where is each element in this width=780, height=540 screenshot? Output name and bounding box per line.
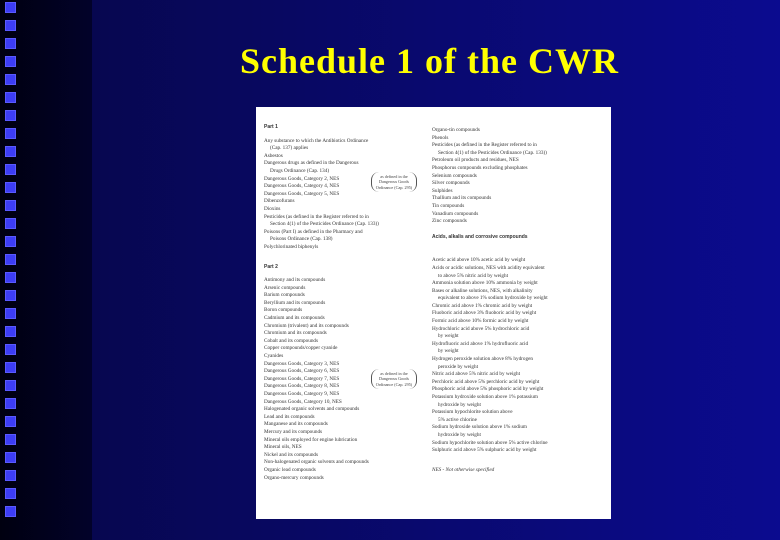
- square-bullet: [5, 434, 16, 445]
- document-line: Pesticides (as defined in the Register referred to in: [432, 142, 537, 149]
- part1-heading: Part 1: [264, 124, 278, 130]
- document-line: Cobalt and its compounds: [264, 337, 319, 344]
- square-bullet: [5, 272, 16, 283]
- acids-list: [432, 257, 608, 454]
- square-bullet: [5, 92, 16, 103]
- document-line: Selenium compounds: [432, 172, 477, 179]
- document-line: Dangerous Goods, Category 2, NES: [264, 175, 340, 182]
- square-bullet: [5, 470, 16, 481]
- schedule-document-image: [256, 107, 611, 519]
- square-bullet: [5, 380, 16, 391]
- document-line: Phenols: [432, 134, 449, 141]
- document-line: Zinc compounds: [432, 218, 467, 225]
- left-decorative-bar: [0, 0, 92, 540]
- document-line: Acids or acidic solutions, NES with acidity equivalent: [432, 264, 545, 271]
- document-line: Cyanides: [264, 353, 284, 360]
- square-bullet: [5, 110, 16, 121]
- part1-list: [264, 138, 434, 252]
- document-line: Boron compounds: [264, 307, 303, 314]
- document-line: Sulphuric acid above 5% sulphuric acid by weight: [432, 447, 537, 454]
- document-line: Fluoboric acid above 3% fluoboric acid by weight: [432, 310, 537, 317]
- document-line: Sulphides: [432, 187, 453, 194]
- document-line: peroxide by weight: [438, 363, 479, 370]
- square-bullet: [5, 416, 16, 427]
- square-bullet: [5, 326, 16, 337]
- document-line: Pesticides (as defined in the Register referred to in: [264, 213, 369, 220]
- square-bullet: [5, 200, 16, 211]
- document-line: Acetic acid above 10% acetic acid by weight: [432, 257, 526, 264]
- document-line: Dangerous Goods, Category 8, NES: [264, 383, 340, 390]
- square-bullet: [5, 74, 16, 85]
- document-line: Ammonia solution above 10% ammonia by weight: [432, 280, 538, 287]
- document-line: Organo-mercury compounds: [264, 474, 324, 481]
- document-line: Silver compounds: [432, 180, 470, 187]
- document-line: Phosphorus compounds excluding phosphates: [432, 164, 528, 171]
- acids-heading: Acids, alkalis and corrosive compounds: [432, 233, 528, 240]
- document-line: Dangerous Goods, Category 9, NES: [264, 391, 340, 397]
- document-line: Section 4(1) of the Pesticides Ordinance (Cap. 133)): [438, 149, 547, 156]
- square-bullet: [5, 128, 16, 139]
- document-line: Organo-tin compounds: [432, 127, 480, 133]
- document-line: Nickel and its compounds: [264, 451, 319, 458]
- document-line: Sodium hypochlorite solution above 5% active chlorine: [432, 439, 548, 446]
- square-bullet: [5, 290, 16, 301]
- document-line: Formic acid above 10% formic acid by weight: [432, 318, 529, 325]
- document-line: Nitric acid above 5% nitric acid by weight: [432, 371, 521, 378]
- document-line: Tin compounds: [432, 202, 465, 209]
- document-line: Vanadium compounds: [432, 210, 479, 217]
- document-line: Chromic acid above 1% chromic acid by weight: [432, 302, 533, 309]
- document-line: Thallium and its compounds: [432, 195, 492, 202]
- document-line: Dangerous Goods, Category 3, NES: [264, 360, 340, 367]
- slide-title: Schedule 1 of the CWR: [240, 41, 619, 81]
- document-line: Manganese and its compounds: [264, 421, 328, 428]
- square-bullet: [5, 236, 16, 247]
- document-right-column: [432, 127, 608, 474]
- document-line: Arsenic compounds: [264, 284, 306, 291]
- document-line: by weight: [438, 348, 459, 355]
- document-line: Lead and its compounds: [264, 413, 315, 420]
- document-line: hydroxide by weight: [438, 431, 481, 438]
- document-line: Organic lead compounds: [264, 466, 316, 473]
- document-line: Dangerous drugs as defined in the Dangerous: [264, 160, 359, 167]
- document-line: Poisons (Part I) as defined in the Pharmacy and: [264, 228, 363, 235]
- square-bullet-column: [5, 2, 25, 524]
- document-line: Cadmium and its compounds: [264, 315, 325, 322]
- document-line: Dioxins: [264, 205, 281, 212]
- document-line: Hydrogen peroxide solution above 8% hydrogen: [432, 356, 533, 363]
- square-bullet: [5, 146, 16, 157]
- document-line: Potassium hypochlorite solution above: [432, 409, 513, 416]
- square-bullet: [5, 218, 16, 229]
- square-bullet: [5, 506, 16, 517]
- right-top-list: [432, 127, 608, 226]
- document-line: Any substance to which the Antibiotics Ordinance: [264, 137, 369, 144]
- document-line: Dangerous Goods, Category 7, NES: [264, 375, 340, 382]
- document-line: Dangerous Goods, Category 6, NES: [264, 368, 340, 375]
- part2-brace-note: as defined in the Dangerous Goods Ordinance (Cap. 295): [371, 369, 417, 389]
- square-bullet: [5, 452, 16, 463]
- document-line: Dibenzofurans: [264, 198, 295, 205]
- square-bullet: [5, 362, 16, 373]
- document-line: Sodium hydroxide solution above 1% sodium: [432, 424, 527, 431]
- document-line: Beryllium and its compounds: [264, 299, 326, 306]
- document-line: hydroxide by weight: [438, 401, 481, 408]
- document-line: Dangerous Goods, Category 10, NES: [264, 398, 342, 405]
- square-bullet: [5, 488, 16, 499]
- footnote: NES - Not otherwise specified: [432, 466, 495, 473]
- document-line: Mercury and its compounds: [264, 428, 323, 435]
- document-line: Dangerous Goods, Category 5, NES: [264, 190, 340, 197]
- document-line: Halogenated organic solvents and compounds: [264, 406, 360, 413]
- square-bullet: [5, 20, 16, 31]
- document-line: Mineral oils employed for engine lubrication: [264, 436, 358, 443]
- document-line: Drugs Ordinance (Cap. 134): [270, 167, 330, 174]
- document-line: Copper compounds/copper cyanide: [264, 345, 338, 352]
- document-line: Hydrofluoric acid above 1% hydrofluoric acid: [432, 340, 529, 347]
- square-bullet: [5, 38, 16, 49]
- document-line: Mineral oils, NES: [264, 444, 302, 451]
- document-line: Bases or alkaline solutions, NES, with alkalinity: [432, 287, 533, 294]
- document-line: Poisons Ordinance (Cap. 138): [270, 236, 333, 243]
- document-line: Phosphoric acid above 5% phosphoric acid by weight: [432, 386, 544, 393]
- square-bullet: [5, 398, 16, 409]
- document-line: Barium compounds: [264, 292, 305, 299]
- square-bullet: [5, 182, 16, 193]
- document-line: Perchloric acid above 5% perchloric acid by weight: [432, 378, 540, 385]
- square-bullet: [5, 164, 16, 175]
- document-line: Petroleum oil products and residues, NES: [432, 157, 519, 164]
- document-line: Antimony and its compounds: [264, 277, 326, 284]
- square-bullet: [5, 254, 16, 265]
- document-line: Asbestos: [264, 152, 283, 159]
- document-line: to above 5% nitric acid by weight: [438, 272, 509, 279]
- square-bullet: [5, 2, 16, 13]
- document-line: (Cap. 137) applies: [270, 145, 309, 152]
- square-bullet: [5, 344, 16, 355]
- document-line: Section 4(1) of the Pesticides Ordinance (Cap. 133)): [270, 221, 379, 228]
- document-line: equivalent to above 1% sodium hydroxide by weight: [438, 295, 548, 302]
- document-line: Chromium and its compounds: [264, 330, 327, 337]
- document-line: Non-halogenated organic solvents and compounds: [264, 459, 369, 466]
- part1-brace-note: as defined in the Dangerous Goods Ordinance (Cap. 295): [371, 172, 417, 192]
- square-bullet: [5, 56, 16, 67]
- document-line: Potassium hydroxide solution above 1% potassium: [432, 394, 538, 400]
- document-line: Polychlorinated biphenyls: [264, 243, 319, 250]
- part2-heading: Part 2: [264, 263, 278, 270]
- document-line: Hydrochloric acid above 5% hydrochloric acid: [432, 325, 530, 332]
- document-line: by weight: [438, 333, 459, 340]
- square-bullet: [5, 308, 16, 319]
- document-line: 5% active chlorine: [438, 416, 477, 423]
- document-line: Chromium (trivalent) and its compounds: [264, 322, 349, 329]
- document-line: Dangerous Goods, Category 4, NES: [264, 183, 340, 190]
